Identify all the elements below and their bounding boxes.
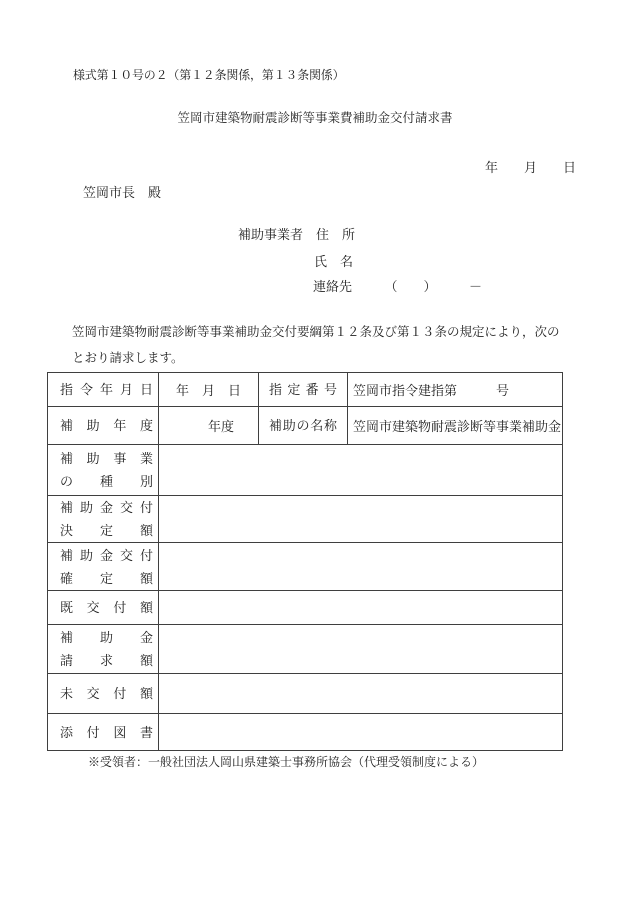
cell-project-type-value [159, 445, 563, 496]
cell-grant-confirmed-amount-value [159, 543, 563, 591]
label-unpaid-amount: 未交付額 [48, 674, 159, 714]
label-grant-confirmed-amount: 補助金交付 確定額 [48, 543, 159, 591]
label-directive-date: 指令年月日 [48, 373, 159, 407]
table-row-subsidy-year [48, 407, 563, 445]
request-paragraph-line-2: とおり請求します。 [72, 351, 184, 365]
label-attached-documents: 添付図書 [48, 714, 159, 751]
cell-grant-decided-amount-value [159, 496, 563, 543]
table-row-unpaid-amount [48, 674, 563, 714]
table-row-grant-confirmed-amount [48, 543, 563, 591]
label-project-type: 補助事業 の種別 [48, 445, 159, 496]
table-row-directive-date [48, 373, 563, 407]
applicant-address-line: 補助事業者 住 所 [238, 227, 356, 242]
label-designation-number: 指定番号 [259, 373, 348, 407]
cell-claim-amount-value [159, 625, 563, 674]
table-row-grant-decided-amount [48, 496, 563, 543]
table-row-project-type [48, 445, 563, 496]
request-paragraph-line-1: 笠岡市建築物耐震診断等事業補助金交付要綱第１２条及び第１３条の規定により，次の [72, 325, 560, 339]
table-row-attached-documents [48, 714, 563, 751]
cell-paid-amount-value [159, 591, 563, 625]
cell-subsidy-name-value: 笠岡市建築物耐震診断等事業補助金 [348, 407, 563, 445]
addressee-line: 笠岡市長 殿 [83, 185, 162, 200]
cell-directive-date-value: 年 月 日 [159, 373, 259, 407]
label-paid-amount: 既交付額 [48, 591, 159, 625]
label-subsidy-name: 補助の名称 [259, 407, 348, 445]
label-subsidy-year: 補助年度 [48, 407, 159, 445]
page-title: 笠岡市建築物耐震診断等事業費補助金交付請求書 [177, 111, 453, 125]
request-table [47, 372, 563, 751]
recipient-footnote: ※受領者：一般社団法人岡山県建築士事務所協会（代理受領制度による） [88, 755, 485, 769]
cell-attached-documents-value [159, 714, 563, 751]
label-claim-amount: 補助金 請求額 [48, 625, 159, 674]
date-line: 年 月 日 [484, 160, 576, 175]
cell-unpaid-amount-value [159, 674, 563, 714]
applicant-contact-line: 連絡先 （ ） － [313, 279, 483, 294]
label-grant-decided-amount: 補助金交付 決定額 [48, 496, 159, 543]
cell-subsidy-year-value: 年度 [159, 407, 259, 445]
applicant-name-line: 氏 名 [314, 254, 354, 269]
table-row-claim-amount [48, 625, 563, 674]
table-row-paid-amount [48, 591, 563, 625]
form-number: 様式第１０号の２（第１２条関係，第１３条関係） [73, 68, 345, 82]
cell-designation-number-value: 笠岡市指令建指第 号 [348, 373, 563, 407]
